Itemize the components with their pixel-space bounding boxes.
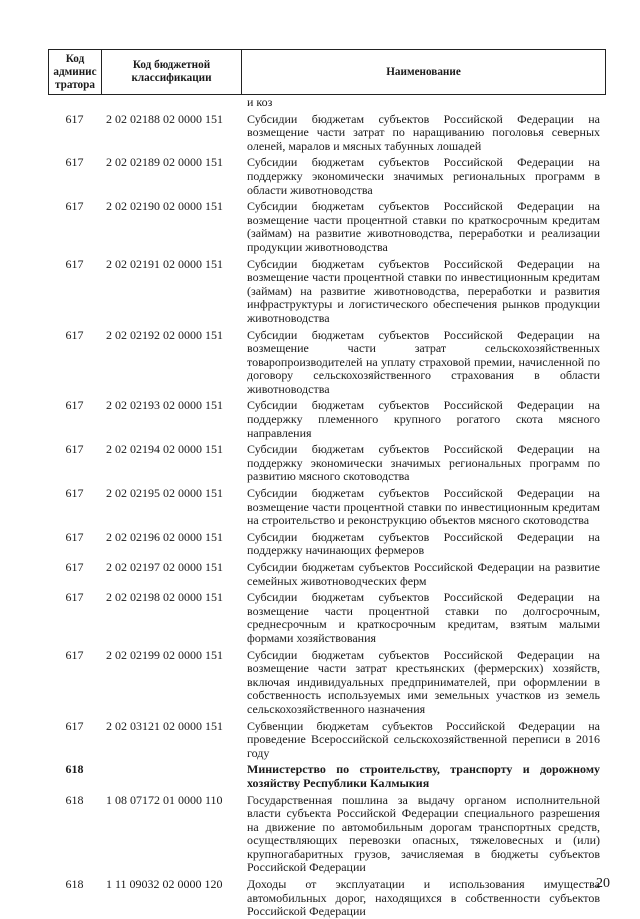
admin-code: 617 <box>65 442 84 457</box>
table-row <box>0 561 640 588</box>
table-row <box>0 591 640 645</box>
admin-code: 617 <box>65 560 84 574</box>
admin-code: 617 <box>65 529 84 544</box>
table-row <box>0 720 640 761</box>
budget-code: 2 02 02192 02 0000 151 <box>106 327 223 342</box>
admin-code: 617 <box>65 199 84 214</box>
row-name: Государственная пошлина за выдачу органом исполнительной власти субъекта Российской Федерации специального разрешения на движение по автомобильным дорогам транспортных средств, осуществляющих перевозки опасных, тяжеловесных и (или) крупногабаритных грузов, зачисляемая в бюджеты субъектов Российской Федерации <box>247 792 600 875</box>
table-row <box>0 878 640 919</box>
row-name: Субсидии бюджетам субъектов Российской Федерации на возмещение части процентной ставки по инвестиционным кредитам (займам) на развитие животноводства, переработки и развития инфраструктуры и логистического обеспечения рынков продукции животноводства <box>247 256 600 325</box>
admin-code: 617 <box>65 718 84 733</box>
admin-code: 618 <box>65 877 84 892</box>
table-row <box>0 156 640 197</box>
row-name: Субвенции бюджетам субъектов Российской Федерации на проведение Всероссийской сельскохозяйственной переписи в 2016 году <box>247 718 600 760</box>
table-row <box>0 399 640 440</box>
budget-code: 2 02 02193 02 0000 151 <box>106 398 223 413</box>
row-name: Субсидии бюджетам субъектов Российской Федерации на возмещение части затрат по наращиванию поголовья северных оленей, маралов и мясных табунных лошадей <box>247 111 600 153</box>
header-admin-code: Код админис тратора <box>49 50 102 94</box>
page-number: 20 <box>596 876 610 891</box>
table-row <box>0 329 640 397</box>
row-name: Министерство по строительству, транспорту и дорожному хозяйству Республики Калмыкия <box>247 762 600 790</box>
table-row <box>0 200 640 254</box>
table-row <box>0 258 640 326</box>
admin-code: 617 <box>65 398 84 413</box>
row-name: Субсидии бюджетам субъектов Российской Федерации на возмещение части процентной ставки по краткосрочным кредитам (займам) на развитие животноводства, переработки и реализации продукции животноводства <box>247 199 600 254</box>
row-name: Субсидии бюджетам субъектов Российской Федерации на поддержку экономически значимых региональных программ в области животноводства <box>247 155 600 197</box>
table-row <box>0 443 640 484</box>
admin-code: 617 <box>65 111 84 126</box>
table-row <box>0 763 640 790</box>
budget-code: 1 11 09032 02 0000 120 <box>106 877 223 892</box>
row-name: Субсидии бюджетам субъектов Российской Федерации на возмещение части затрат крестьянских (фермерских) хозяйств, включая индивидуальных предпринимателей, при оформлении в собственность используемых ими земельных участков из земель сельскохозяйственного назначения <box>247 647 600 716</box>
budget-code: 2 02 02197 02 0000 151 <box>106 560 223 574</box>
table-row <box>0 113 640 154</box>
admin-code: 617 <box>65 155 84 170</box>
budget-code: 2 02 02196 02 0000 151 <box>106 529 223 544</box>
budget-code: 2 02 02189 02 0000 151 <box>106 155 223 170</box>
table-row <box>0 96 640 110</box>
table-row <box>0 649 640 717</box>
budget-code: 2 02 02199 02 0000 151 <box>106 647 223 662</box>
header-name: Наименование <box>386 65 461 78</box>
budget-code: 2 02 02188 02 0000 151 <box>106 111 223 126</box>
row-name: Субсидии бюджетам субъектов Российской Федерации на возмещение части затрат сельскохозяйственных товаропроизводителей на уплату страховой премии, начисленной по договору сельскохозяйственного страхования в области животноводства <box>247 327 600 396</box>
budget-code: 2 02 02198 02 0000 151 <box>106 590 223 605</box>
table-header <box>48 49 606 95</box>
budget-code: 1 08 07172 01 0000 110 <box>106 792 223 807</box>
table-row <box>0 487 640 528</box>
row-name: Субсидии бюджетам субъектов Российской Федерации на возмещение части процентной ставки по инвестиционным кредитам на строительство и реконструкцию объектов мясного скотоводства <box>247 486 600 528</box>
admin-code: 617 <box>65 647 84 662</box>
admin-code: 617 <box>65 256 84 271</box>
row-name: Доходы от эксплуатации и использования имущества автомобильных дорог, находящихся в собственности субъектов Российской Федерации <box>247 877 600 919</box>
budget-code: 2 02 02190 02 0000 151 <box>106 199 223 214</box>
admin-code: 617 <box>65 590 84 605</box>
row-name: и коз <box>247 95 273 109</box>
budget-code: 2 02 03121 02 0000 151 <box>106 718 223 733</box>
header-budget-code: Код бюджетной классификации <box>102 50 242 94</box>
row-name: Субсидии бюджетам субъектов Российской Федерации на развитие семейных животноводческих ферм <box>247 560 600 588</box>
table-body <box>0 96 640 919</box>
row-name: Субсидии бюджетам субъектов Российской Федерации на возмещение части процентной ставки по долгосрочным, среднесрочным и краткосрочным кредитам, взятым малыми формами хозяйствования <box>247 590 600 645</box>
admin-code: 618 <box>65 762 84 777</box>
table-row <box>0 531 640 558</box>
admin-code: 617 <box>65 486 84 501</box>
budget-code: 2 02 02191 02 0000 151 <box>106 256 223 271</box>
budget-code: 2 02 02194 02 0000 151 <box>106 442 223 457</box>
table-row <box>0 794 640 876</box>
row-name: Субсидии бюджетам субъектов Российской Федерации на поддержку племенного крупного рогатого скота мясного направления <box>247 398 600 440</box>
budget-code: 2 02 02195 02 0000 151 <box>106 486 223 501</box>
row-name: Субсидии бюджетам субъектов Российской Федерации на поддержку экономически значимых региональных программ по развитию мясного скотоводства <box>247 442 600 484</box>
admin-code: 618 <box>65 792 84 807</box>
row-name: Субсидии бюджетам субъектов Российской Федерации на поддержку начинающих фермеров <box>247 529 600 558</box>
admin-code: 617 <box>65 327 84 342</box>
